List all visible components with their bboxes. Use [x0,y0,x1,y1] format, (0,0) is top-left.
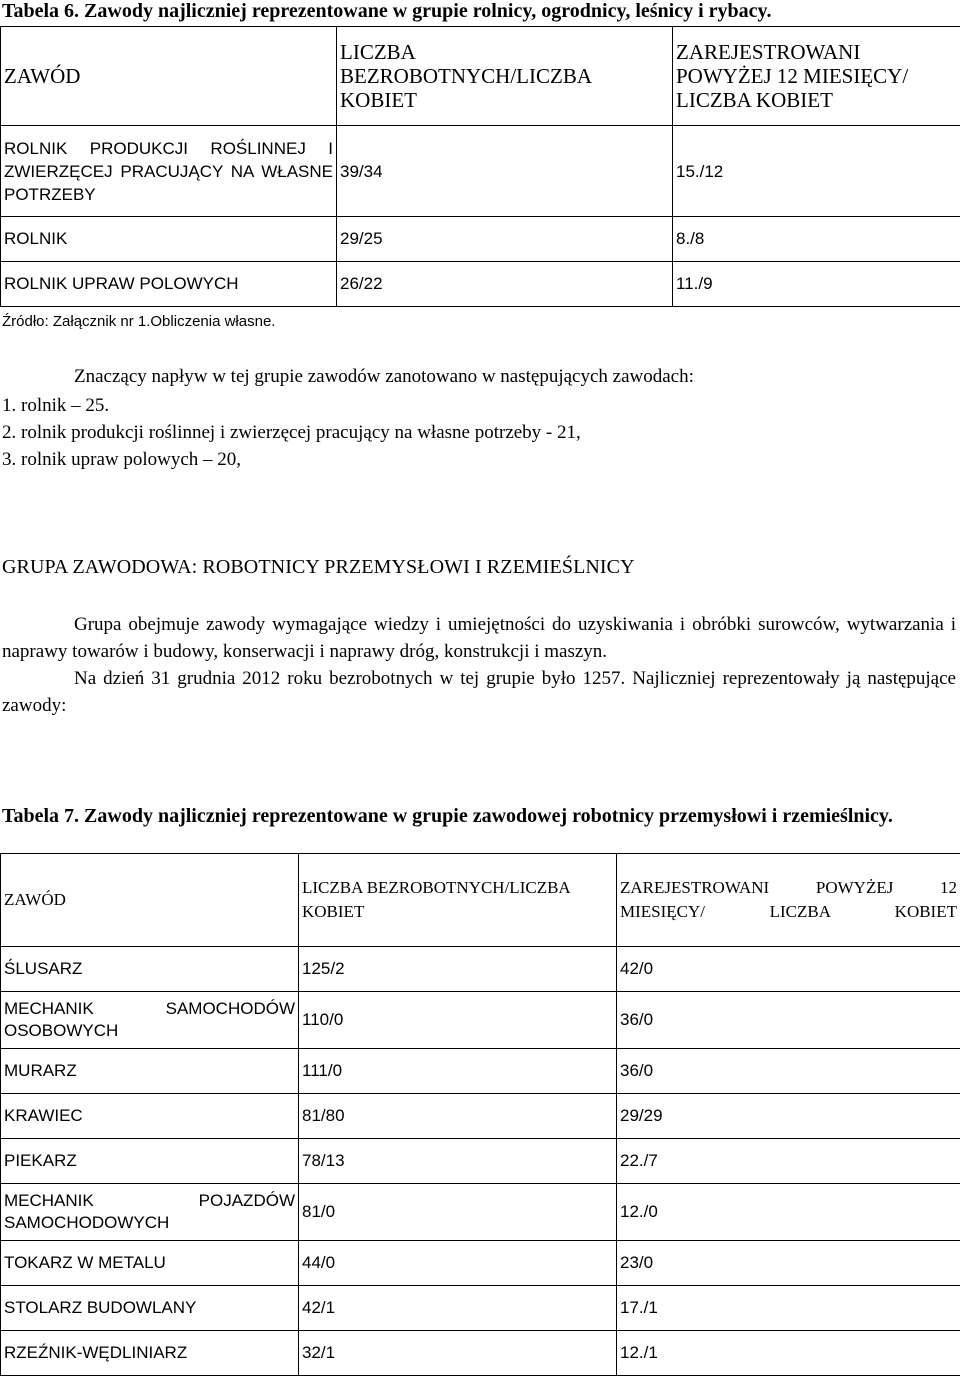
table6-cell-powyzej: 15./12 [673,126,960,217]
table7-cell-liczba: 111/0 [299,1049,617,1094]
list-item: 1. rolnik – 25. [2,395,110,416]
table7-cell-zawod: MECHANIK POJAZDÓW SAMOCHODOWYCH [1,1184,299,1241]
table7-cell-zawod: STOLARZ BUDOWLANY [1,1286,299,1331]
table6-row [1,262,960,307]
table7-row [1,1331,960,1376]
table7-cell-powyzej: 36/0 [617,1049,960,1094]
table7-cell-zawod: RZEŹNIK-WĘDLINIARZ [1,1331,299,1376]
table7-row [1,1184,960,1241]
table7-cell-powyzej: 36/0 [617,992,960,1049]
table6-cell-liczba: 39/34 [337,126,673,217]
table6-row [1,217,960,262]
group-heading: GRUPA ZAWODOWA: ROBOTNICY PRZEMYSŁOWI I RZEMIEŚLNICY [2,556,635,578]
table7-cell-liczba: 125/2 [299,947,617,992]
table7-cell-liczba: 44/0 [299,1241,617,1286]
table7-caption: Tabela 7. Zawody najliczniej reprezentowane w grupie zawodowej robotnicy przemysłowi i rzemieślnicy. [2,805,893,827]
table6-cell-liczba: 29/25 [337,217,673,262]
table7-row [1,1286,960,1331]
table6-row [1,126,960,217]
table7-header-row [1,854,960,947]
list-item: 3. rolnik upraw polowych – 20, [2,449,242,470]
table7-cell-liczba: 78/13 [299,1139,617,1184]
group-description [2,611,956,719]
table6-header-zawod: ZAWÓD [1,27,337,126]
table6-cell-zawod: ROLNIK UPRAW POLOWYCH [1,262,337,307]
table7-cell-powyzej: 17./1 [617,1286,960,1331]
table7-cell-zawod: MURARZ [1,1049,299,1094]
table7-cell-powyzej: 12./0 [617,1184,960,1241]
table7-header-powyzej: ZAREJESTROWANI POWYŻEJ 12 MIESIĘCY/ LICZBA KOBIET [617,854,960,947]
table7-cell-powyzej: 22./7 [617,1139,960,1184]
table7 [0,853,960,1376]
list-item: 2. rolnik produkcji roślinnej i zwierzęcej pracujący na własne potrzeby - 21, [2,422,581,443]
table7-cell-zawod: ŚLUSARZ [1,947,299,992]
table7-row [1,1139,960,1184]
table6-cell-zawod: ROLNIK [1,217,337,262]
table7-cell-powyzej: 23/0 [617,1241,960,1286]
table7-cell-liczba: 81/0 [299,1184,617,1241]
table6 [0,26,960,307]
description-paragraph: Grupa obejmuje zawody wymagające wiedzy i umiejętności do uzyskiwania i obróbki surowców, wytwarzania i naprawy towarów i budowy, konserwacji i naprawy dróg, konstrukcji i maszyn. [2,614,956,662]
table7-row [1,1049,960,1094]
table7-cell-zawod: MECHANIK SAMOCHODÓW OSOBOWYCH [1,992,299,1049]
table6-cell-powyzej: 8./8 [673,217,960,262]
table6-header-powyzej: ZAREJESTROWANI POWYŻEJ 12 MIESIĘCY/ LICZBA KOBIET [673,27,960,126]
table7-row [1,1241,960,1286]
table7-row [1,1094,960,1139]
table7-cell-zawod: PIEKARZ [1,1139,299,1184]
table6-cell-liczba: 26/22 [337,262,673,307]
table7-row [1,947,960,992]
table7-cell-liczba: 81/80 [299,1094,617,1139]
table6-header-row [1,27,960,126]
table6-source: Źródło: Załącznik nr 1.Obliczenia własne. [2,313,276,330]
table7-row [1,992,960,1049]
table7-cell-powyzej: 29/29 [617,1094,960,1139]
table7-header-zawod: ZAWÓD [1,854,299,947]
table7-cell-liczba: 32/1 [299,1331,617,1376]
table7-cell-powyzej: 42/0 [617,947,960,992]
table6-header-liczba: LICZBA BEZROBOTNYCH/LICZBA KOBIET [337,27,673,126]
intro-paragraph: Znaczący napływ w tej grupie zawodów zanotowano w następujących zawodach: [74,366,694,387]
table6-cell-powyzej: 11./9 [673,262,960,307]
table6-cell-zawod: ROLNIK PRODUKCJI ROŚLINNEJ I ZWIERZĘCEJ PRACUJĄCY NA WŁASNE POTRZEBY [1,126,337,217]
table7-cell-zawod: KRAWIEC [1,1094,299,1139]
table7-cell-zawod: TOKARZ W METALU [1,1241,299,1286]
table7-cell-liczba: 42/1 [299,1286,617,1331]
table7-cell-liczba: 110/0 [299,992,617,1049]
description-paragraph: Na dzień 31 grudnia 2012 roku bezrobotnych w tej grupie było 1257. Najliczniej reprezentowały ją następujące zawody: [2,668,956,716]
table6-caption: Tabela 6. Zawody najliczniej reprezentowane w grupie rolnicy, ogrodnicy, leśnicy i rybacy. [2,0,772,22]
table7-cell-powyzej: 12./1 [617,1331,960,1376]
table7-header-liczba: LICZBA BEZROBOTNYCH/LICZBA KOBIET [299,854,617,947]
